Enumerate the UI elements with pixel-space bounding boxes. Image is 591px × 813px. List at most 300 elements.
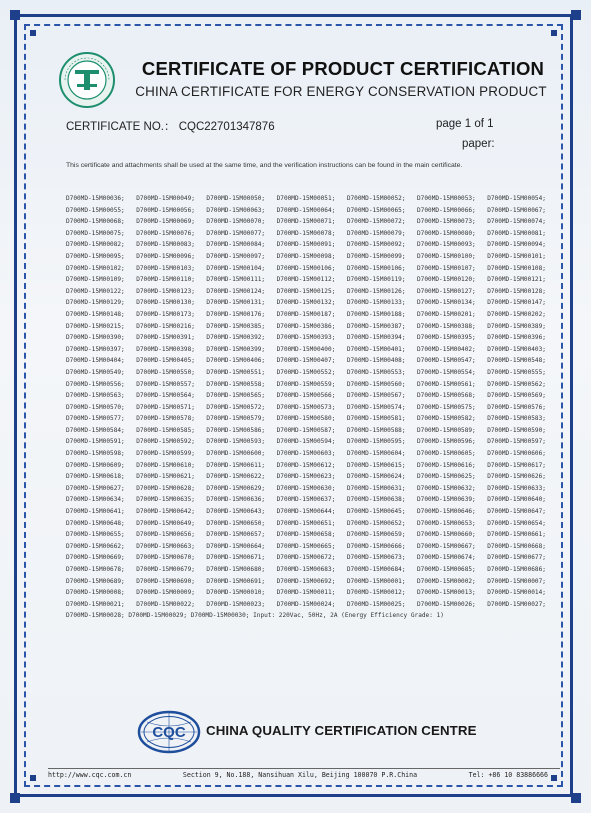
model-number: D700MD-15M00092;	[346, 241, 406, 249]
model-number: D700MD-15M00084;	[206, 241, 266, 249]
model-number: D700MD-15M00083;	[136, 241, 195, 249]
model-number: D700MD-15M00624;	[346, 473, 406, 481]
model-number: D700MD-15M00102;	[66, 264, 125, 272]
model-number: D700MD-15M00665;	[276, 542, 336, 550]
model-number: D700MD-15M00630;	[276, 484, 336, 492]
model-row	[66, 390, 546, 402]
model-number: D700MD-15M00554;	[417, 368, 476, 376]
model-number: D700MD-15M00403;	[487, 345, 546, 353]
model-number: D700MD-15M00119;	[346, 276, 406, 284]
model-number: D700MD-15M00580;	[276, 415, 336, 423]
model-number: D700MD-15M00599;	[136, 450, 195, 458]
model-number: D700MD-15M00054;	[487, 195, 546, 202]
model-number: D700MD-15M00683;	[276, 566, 336, 573]
model-number: D700MD-15M00621;	[136, 473, 195, 481]
model-number: D700MD-15M00079;	[346, 229, 406, 237]
model-number: D700MD-15M00593;	[206, 438, 266, 446]
model-number: D700MD-15M00094;	[487, 241, 546, 249]
model-number: D700MD-15M00176;	[206, 310, 266, 318]
model-number: D700MD-15M00662;	[66, 542, 125, 550]
model-number: D700MD-15M00392;	[206, 334, 266, 342]
model-number: D700MD-15M00594;	[276, 438, 336, 446]
model-number: D700MD-15M00604;	[346, 450, 406, 458]
corner-ornament	[10, 10, 20, 20]
model-number: D700MD-15M00130;	[136, 299, 195, 307]
model-number: D700MD-15M00073;	[417, 218, 476, 226]
model-row	[66, 251, 546, 263]
model-number: D700MD-15M00590;	[487, 426, 546, 434]
model-number: D700MD-15M00027;	[487, 600, 546, 608]
model-number: D700MD-15M00591;	[66, 438, 125, 446]
model-number: D700MD-15M00652;	[346, 519, 406, 527]
model-number: D700MD-15M00108;	[487, 264, 546, 272]
model-number: D700MD-15M00674;	[417, 554, 476, 562]
model-number: D700MD-15M00401;	[346, 345, 406, 353]
model-number: D700MD-15M00547;	[417, 357, 476, 365]
model-number: D700MD-15M00072;	[346, 218, 406, 226]
model-number: D700MD-15M00680;	[206, 566, 266, 573]
model-number: D700MD-15M00672;	[276, 554, 336, 562]
model-number: D700MD-15M00632;	[417, 484, 476, 492]
model-number-and-rating: D700MD-15M00028; D700MD-15M00029; D700MD-15M00030; Input: 220Vac, 50Hz, 2A (Energy Efficiency Grade: 1)	[66, 612, 444, 620]
model-number: D700MD-15M00111;	[206, 276, 266, 284]
model-number: D700MD-15M00063;	[206, 206, 266, 214]
energy-conservation-logo	[51, 50, 123, 110]
model-number: D700MD-15M00579;	[206, 415, 266, 423]
usage-note: This certificate and attachments shall be used at the same time, and the verification instructions can be found in the main certificate.	[66, 162, 463, 169]
model-number: D700MD-15M00133;	[346, 299, 406, 307]
model-number: D700MD-15M00388;	[417, 322, 476, 330]
model-number: D700MD-15M00106;	[346, 264, 406, 272]
model-number: D700MD-15M00576;	[487, 403, 546, 411]
model-number: D700MD-15M00653;	[417, 519, 476, 527]
model-number: D700MD-15M00402;	[417, 345, 476, 353]
model-number: D700MD-15M00065;	[346, 206, 406, 214]
model-number: D700MD-15M00124;	[206, 287, 266, 295]
model-number: D700MD-15M00559;	[276, 380, 336, 388]
model-number: D700MD-15M00686;	[487, 566, 546, 573]
model-number: D700MD-15M00025;	[346, 600, 406, 608]
model-number: D700MD-15M00055;	[66, 206, 125, 214]
model-number: D700MD-15M00661;	[487, 531, 546, 539]
model-number: D700MD-15M00121;	[487, 276, 546, 284]
model-row	[66, 228, 546, 240]
model-number: D700MD-15M00125;	[276, 287, 336, 295]
model-number: D700MD-15M00658;	[276, 531, 336, 539]
model-row	[66, 216, 546, 228]
corner-ornament	[551, 30, 557, 36]
corner-ornament	[571, 10, 581, 20]
model-number: D700MD-15M00126;	[346, 287, 406, 295]
model-number: D700MD-15M00008;	[66, 589, 125, 597]
model-number: D700MD-15M00623;	[276, 473, 336, 481]
model-number: D700MD-15M00610;	[136, 461, 195, 469]
model-number: D700MD-15M00562;	[487, 380, 546, 388]
model-number: D700MD-15M00568;	[417, 392, 476, 400]
model-row	[66, 529, 546, 541]
model-number: D700MD-15M00592;	[136, 438, 195, 446]
model-number: D700MD-15M00053;	[417, 195, 476, 202]
model-number: D700MD-15M00064;	[276, 206, 336, 214]
model-number: D700MD-15M00396;	[487, 334, 546, 342]
model-number: D700MD-15M00555;	[487, 368, 546, 376]
model-row	[66, 274, 546, 286]
model-number: D700MD-15M00617;	[487, 461, 546, 469]
model-number: D700MD-15M00561;	[417, 380, 476, 388]
model-number: D700MD-15M00612;	[276, 461, 336, 469]
model-number: D700MD-15M00558;	[206, 380, 266, 388]
model-number: D700MD-15M00625;	[417, 473, 476, 481]
model-row	[66, 297, 546, 309]
model-number: D700MD-15M00120;	[417, 276, 476, 284]
model-number: D700MD-15M00611;	[206, 461, 266, 469]
model-number: D700MD-15M00147;	[487, 299, 546, 307]
model-row	[66, 518, 546, 530]
model-number: D700MD-15M00666;	[346, 542, 406, 550]
model-number: D700MD-15M00650;	[206, 519, 266, 527]
model-row	[66, 402, 546, 414]
model-number: D700MD-15M00056;	[136, 206, 195, 214]
model-number: D700MD-15M00112;	[276, 276, 336, 284]
model-number: D700MD-15M00584;	[66, 426, 125, 434]
model-number: D700MD-15M00677;	[487, 554, 546, 562]
corner-ornament	[551, 775, 557, 781]
model-row	[66, 205, 546, 217]
model-number: D700MD-15M00565;	[206, 392, 266, 400]
model-number: D700MD-15M00551;	[206, 368, 266, 376]
model-number: D700MD-15M00642;	[136, 508, 195, 516]
model-number: D700MD-15M00563;	[66, 392, 125, 400]
model-row	[66, 193, 546, 205]
model-number: D700MD-15M00078;	[276, 229, 336, 237]
model-number: D700MD-15M00081;	[487, 229, 546, 237]
corner-ornament	[30, 30, 36, 36]
model-number: D700MD-15M00074;	[487, 218, 546, 226]
model-number: D700MD-15M00643;	[206, 508, 266, 516]
model-row	[66, 321, 546, 333]
model-number: D700MD-15M00664;	[206, 542, 266, 550]
model-number: D700MD-15M00633;	[487, 484, 546, 492]
model-number: D700MD-15M00635;	[136, 496, 195, 504]
model-number: D700MD-15M00618;	[66, 473, 125, 481]
model-number: D700MD-15M00068;	[66, 218, 125, 226]
model-row	[66, 367, 546, 379]
model-number: D700MD-15M00122;	[66, 287, 125, 295]
model-row	[66, 471, 546, 483]
paper-label: paper:	[462, 138, 495, 150]
certificate-number-value: CQC22701347876	[178, 121, 275, 133]
model-number: D700MD-15M00404;	[66, 357, 125, 365]
model-number: D700MD-15M00609;	[66, 461, 125, 469]
model-number: D700MD-15M00678;	[66, 566, 125, 573]
model-number: D700MD-15M00634;	[66, 496, 125, 504]
model-number: D700MD-15M00408;	[346, 357, 406, 365]
model-number: D700MD-15M00575;	[417, 403, 476, 411]
corner-ornament	[30, 775, 36, 781]
model-number: D700MD-15M00036;	[66, 195, 125, 202]
model-row	[66, 494, 546, 506]
model-number: D700MD-15M00129;	[66, 299, 125, 307]
page-indicator: page 1 of 1	[436, 118, 494, 130]
model-row	[66, 309, 546, 321]
model-number: D700MD-15M00628;	[136, 484, 195, 492]
model-number: D700MD-15M00407;	[276, 357, 336, 365]
model-number: D700MD-15M00577;	[66, 415, 125, 423]
model-row-last	[66, 610, 546, 622]
model-row	[66, 541, 546, 553]
model-number: D700MD-15M00080;	[417, 229, 476, 237]
model-number: D700MD-15M00637;	[276, 496, 336, 504]
model-number: D700MD-15M00640;	[487, 496, 546, 504]
model-list	[66, 193, 546, 622]
model-number: D700MD-15M00397;	[66, 345, 125, 353]
model-number: D700MD-15M00127;	[417, 287, 476, 295]
model-row	[66, 286, 546, 298]
model-number: D700MD-15M00014;	[487, 589, 546, 597]
model-number: D700MD-15M00100;	[417, 252, 476, 260]
model-number: D700MD-15M00569;	[487, 392, 546, 400]
model-number: D700MD-15M00556;	[66, 380, 125, 388]
model-number: D700MD-15M00587;	[276, 426, 336, 434]
model-number: D700MD-15M00107;	[417, 264, 476, 272]
model-number: D700MD-15M00097;	[206, 252, 266, 260]
model-number: D700MD-15M00646;	[417, 508, 476, 516]
model-number: D700MD-15M00075;	[66, 229, 125, 237]
model-number: D700MD-15M00394;	[346, 334, 406, 342]
model-number: D700MD-15M00553;	[346, 368, 406, 376]
model-number: D700MD-15M00574;	[346, 403, 406, 411]
model-number: D700MD-15M00188;	[346, 310, 406, 318]
model-number: D700MD-15M00023;	[206, 600, 266, 608]
model-number: D700MD-15M00095;	[66, 252, 125, 260]
model-number: D700MD-15M00557;	[136, 380, 195, 388]
model-row	[66, 425, 546, 437]
footer	[48, 771, 548, 779]
cqc-logo-text: CQC	[152, 724, 186, 741]
model-row	[66, 263, 546, 275]
model-number: D700MD-15M00567;	[346, 392, 406, 400]
model-number: D700MD-15M00572;	[206, 403, 266, 411]
model-number: D700MD-15M00657;	[206, 531, 266, 539]
model-row	[66, 587, 546, 599]
model-number: D700MD-15M00622;	[206, 473, 266, 481]
footer-divider	[48, 768, 560, 769]
model-number: D700MD-15M00067;	[487, 206, 546, 214]
model-number: D700MD-15M00013;	[417, 589, 476, 597]
model-number: D700MD-15M00098;	[276, 252, 336, 260]
model-number: D700MD-15M00096;	[136, 252, 195, 260]
model-number: D700MD-15M00051;	[276, 195, 336, 202]
model-row	[66, 379, 546, 391]
model-number: D700MD-15M00583;	[487, 415, 546, 423]
model-number: D700MD-15M00077;	[206, 229, 266, 237]
model-number: D700MD-15M00049;	[136, 195, 195, 202]
model-row	[66, 599, 546, 611]
model-number: D700MD-15M00104;	[206, 264, 266, 272]
model-number: D700MD-15M00691;	[206, 577, 266, 585]
model-number: D700MD-15M00586;	[206, 426, 266, 434]
certificate-number	[66, 118, 275, 134]
model-number: D700MD-15M00679;	[136, 566, 195, 573]
model-number: D700MD-15M00667;	[417, 542, 476, 550]
model-number: D700MD-15M00670;	[136, 554, 195, 562]
model-number: D700MD-15M00649;	[136, 519, 195, 527]
model-number: D700MD-15M00066;	[417, 206, 476, 214]
model-number: D700MD-15M00202;	[487, 310, 546, 318]
model-number: D700MD-15M00007;	[487, 577, 546, 585]
model-row	[66, 344, 546, 356]
model-number: D700MD-15M00132;	[276, 299, 336, 307]
model-number: D700MD-15M00570;	[66, 403, 125, 411]
model-number: D700MD-15M00106;	[276, 264, 336, 272]
model-number: D700MD-15M00629;	[206, 484, 266, 492]
model-number: D700MD-15M00123;	[136, 287, 195, 295]
model-row	[66, 483, 546, 495]
model-number: D700MD-15M00581;	[346, 415, 406, 423]
model-row	[66, 413, 546, 425]
model-row	[66, 436, 546, 448]
model-row	[66, 448, 546, 460]
model-number: D700MD-15M00387;	[346, 322, 406, 330]
model-number: D700MD-15M00692;	[276, 577, 336, 585]
footer-website: http://www.cqc.com.cn	[48, 771, 132, 779]
certificate-title: CERTIFICATE OF PRODUCT CERTIFICATION	[141, 58, 545, 79]
model-number: D700MD-15M00690;	[136, 577, 195, 585]
model-number: D700MD-15M00093;	[417, 241, 476, 249]
model-number: D700MD-15M00668;	[487, 542, 546, 550]
model-number: D700MD-15M00589;	[417, 426, 476, 434]
certificate-subtitle: CHINA CERTIFICATE FOR ENERGY CONSERVATION PRODUCT	[135, 84, 547, 99]
model-number: D700MD-15M00659;	[346, 531, 406, 539]
model-number: D700MD-15M00050;	[206, 195, 266, 202]
model-number: D700MD-15M00071;	[276, 218, 336, 226]
model-number: D700MD-15M00101;	[487, 252, 546, 260]
model-number: D700MD-15M00689;	[66, 577, 125, 585]
model-number: D700MD-15M00585;	[136, 426, 195, 434]
cqc-logo	[137, 710, 201, 754]
model-number: D700MD-15M00564;	[136, 392, 195, 400]
model-number: D700MD-15M00636;	[206, 496, 266, 504]
model-number: D700MD-15M00398;	[136, 345, 195, 353]
model-number: D700MD-15M00655;	[66, 531, 125, 539]
model-number: D700MD-15M00582;	[417, 415, 476, 423]
model-number: D700MD-15M00573;	[276, 403, 336, 411]
model-number: D700MD-15M00550;	[136, 368, 195, 376]
model-number: D700MD-15M00082;	[66, 241, 125, 249]
model-number: D700MD-15M00393;	[276, 334, 336, 342]
model-number: D700MD-15M00076;	[136, 229, 195, 237]
model-number: D700MD-15M00597;	[487, 438, 546, 446]
model-number: D700MD-15M00400;	[276, 345, 336, 353]
footer-tel: Tel: +86 10 83886666	[468, 771, 548, 779]
model-number: D700MD-15M00026;	[417, 600, 476, 608]
model-number: D700MD-15M00647;	[487, 508, 546, 516]
model-number: D700MD-15M00571;	[136, 403, 195, 411]
model-number: D700MD-15M00099;	[346, 252, 406, 260]
model-row	[66, 355, 546, 367]
model-number: D700MD-15M00009;	[136, 589, 195, 597]
model-number: D700MD-15M00390;	[66, 334, 125, 342]
model-row	[66, 552, 546, 564]
model-number: D700MD-15M00603;	[276, 450, 336, 458]
model-number: D700MD-15M00110;	[136, 276, 195, 284]
model-number: D700MD-15M00001;	[346, 577, 406, 585]
model-number: D700MD-15M00012;	[346, 589, 406, 597]
model-number: D700MD-15M00021;	[66, 600, 125, 608]
model-number: D700MD-15M00645;	[346, 508, 406, 516]
model-number: D700MD-15M00673;	[346, 554, 406, 562]
certificate-number-label: CERTIFICATE NO.：	[66, 121, 176, 133]
model-number: D700MD-15M00578;	[136, 415, 195, 423]
model-number: D700MD-15M00588;	[346, 426, 406, 434]
model-number: D700MD-15M00109;	[66, 276, 125, 284]
model-number: D700MD-15M00549;	[66, 368, 125, 376]
issuer-name: CHINA QUALITY CERTIFICATION CENTRE	[206, 723, 477, 738]
model-number: D700MD-15M00024;	[276, 600, 336, 608]
model-number: D700MD-15M00684;	[346, 566, 406, 573]
model-number: D700MD-15M00069;	[136, 218, 195, 226]
model-number: D700MD-15M00052;	[346, 195, 406, 202]
corner-ornament	[10, 793, 20, 803]
model-number: D700MD-15M00631;	[346, 484, 406, 492]
model-number: D700MD-15M00651;	[276, 519, 336, 527]
model-number: D700MD-15M00548;	[487, 357, 546, 365]
model-number: D700MD-15M00663;	[136, 542, 195, 550]
model-number: D700MD-15M00395;	[417, 334, 476, 342]
model-number: D700MD-15M00641;	[66, 508, 125, 516]
model-number: D700MD-15M00389;	[487, 322, 546, 330]
footer-address: Section 9, No.188, Nansihuan Xilu, Beijing 100070 P.R.China	[182, 771, 418, 779]
model-number: D700MD-15M00386;	[276, 322, 336, 330]
model-number: D700MD-15M00187;	[276, 310, 336, 318]
model-number: D700MD-15M00552;	[276, 368, 336, 376]
model-number: D700MD-15M00070;	[206, 218, 266, 226]
model-number: D700MD-15M00405;	[136, 357, 195, 365]
model-number: D700MD-15M00560;	[346, 380, 406, 388]
model-number: D700MD-15M00128;	[487, 287, 546, 295]
model-number: D700MD-15M00598;	[66, 450, 125, 458]
model-number: D700MD-15M00103;	[136, 264, 195, 272]
model-number: D700MD-15M00091;	[276, 241, 336, 249]
model-number: D700MD-15M00391;	[136, 334, 195, 342]
model-number: D700MD-15M00201;	[417, 310, 476, 318]
model-row	[66, 506, 546, 518]
model-number: D700MD-15M00131;	[206, 299, 266, 307]
model-number: D700MD-15M00134;	[417, 299, 476, 307]
model-number: D700MD-15M00616;	[417, 461, 476, 469]
model-number: D700MD-15M00148;	[66, 310, 125, 318]
model-number: D700MD-15M00656;	[136, 531, 195, 539]
model-row	[66, 239, 546, 251]
model-number: D700MD-15M00011;	[276, 589, 336, 597]
model-number: D700MD-15M00600;	[206, 450, 266, 458]
model-row	[66, 564, 546, 576]
model-number: D700MD-15M00010;	[206, 589, 266, 597]
model-number: D700MD-15M00638;	[346, 496, 406, 504]
model-number: D700MD-15M00669;	[66, 554, 125, 562]
model-number: D700MD-15M00215;	[66, 322, 125, 330]
model-number: D700MD-15M00399;	[206, 345, 266, 353]
model-number: D700MD-15M00406;	[206, 357, 266, 365]
model-number: D700MD-15M00173;	[136, 310, 195, 318]
model-number: D700MD-15M00606;	[487, 450, 546, 458]
model-number: D700MD-15M00644;	[276, 508, 336, 516]
model-number: D700MD-15M00596;	[417, 438, 476, 446]
model-number: D700MD-15M00595;	[346, 438, 406, 446]
model-number: D700MD-15M00654;	[487, 519, 546, 527]
model-row	[66, 332, 546, 344]
model-row	[66, 576, 546, 588]
